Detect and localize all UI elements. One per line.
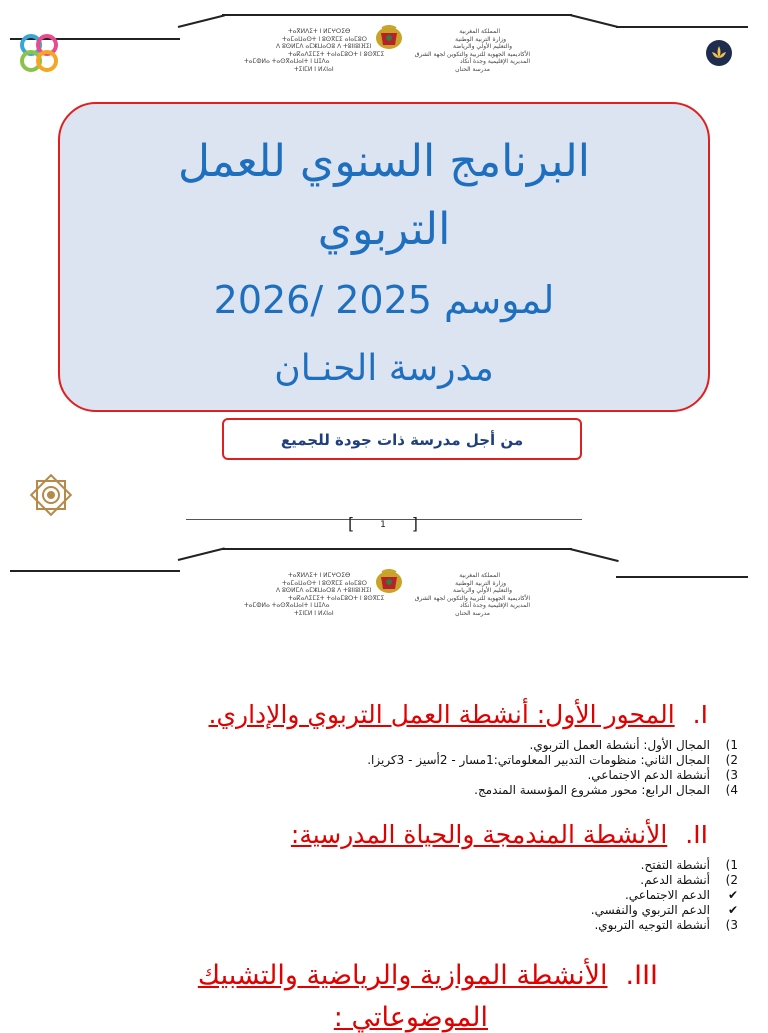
title-line-1: البرنامج السنوي للعمل [177,136,591,187]
item-text: أنشطة التوجيه التربوي. [594,918,710,932]
arabic-line: المملكة المغربية [459,572,500,579]
page1-header [0,0,768,95]
arabic-line: المديرية الإقليمية وجدة أنكاد [459,58,530,65]
section-1-heading [209,700,708,729]
header-rule-slant-right [570,548,619,562]
tifinagh-line: ⵜⵉⵏⵎⵍ ⵏ ⵍⵃⵏⴰⵏ [294,609,334,617]
item-number: 4) [725,783,738,797]
item-number: 3) [725,768,738,782]
section-title: الأنشطة المندمجة والحياة المدرسية: [290,820,668,849]
item-text: المجال الرابع: محور مشروع المؤسسة المندمج. [474,783,710,797]
arabic-line: والتعليم الأولي والرياضة [452,587,512,594]
section-title: المحور الأول: أنشطة العمل التربوي والإداري. [208,700,675,729]
list-item [591,873,738,888]
season-line: لموسم 2025 /2026 [213,278,555,322]
section-2-heading [291,820,708,849]
tifinagh-line: ⵜⴰⵎⵀⵍⴰ ⵜⴰⵙⴳⴰⵡⴰⵏⵜ ⵏ ⵡⵊⴷⴰ [244,58,330,65]
section-number: III. [625,960,658,991]
motto-box: من أجل مدرسة ذات جودة للجميع [222,418,582,460]
header-rule-slant-left [178,547,225,561]
arabic-line: الأكاديمية الجهوية للتربية والتكوين لجهة الشرق [414,50,530,58]
header-rule-right [616,576,748,578]
arabic-line: المملكة المغربية [459,28,500,35]
header-arabic [414,28,530,73]
section-1-list [367,738,738,798]
arabic-line: مدرسة الحنان [455,609,490,617]
header-rule-top [222,548,572,550]
tifinagh-line: ⴷ ⵓⵙⵍⵎⴷ ⴰⵎⵣⵡⴰⵔⵓ ⴷ ⵜⵓⵏⵏⵓⵏⴼⵉⵏ [276,43,372,50]
page-number: 1 [380,520,386,530]
arabic-line: وزارة التربية الوطنية [455,35,506,43]
item-text: أنشطة الدعم الاجتماعي. [587,768,710,782]
item-text: أنشطة التفتح. [640,858,710,872]
item-text: الدعم التربوي والنفسي. [590,903,710,917]
item-text: أنشطة الدعم. [640,873,710,887]
section-3-heading [198,960,658,991]
tifinagh-line: ⵜⴰⴳⵍⴷⵉⵜ ⵏ ⵍⵎⵖⵔⵉⴱ [288,572,351,579]
ornament-icon [28,472,74,518]
tifinagh-line: ⵜⴰⴽⴰⴷⵉⵎⵉⵜ ⵜⴰⵏⴰⵎⵓⵔⵜ ⵏ ⵓⵙⴳⵎⵉ [288,50,385,58]
tifinagh-line: ⵜⴰⵎⴰⵡⴰⵙⵜ ⵏ ⵓⵙⴳⵎⵉ ⴰⵏⴰⵎⵓⵔ [282,35,368,43]
tifinagh-line: ⵜⴰⵎⴰⵡⴰⵙⵜ ⵏ ⵓⵙⴳⵎⵉ ⴰⵏⴰⵎⵓⵔ [282,579,368,587]
program-title-box [58,102,710,412]
section-3-heading-cont [334,1002,488,1033]
section-number: II. [685,820,708,849]
section-2-list [591,858,738,933]
page2-header [0,548,768,643]
arabic-line: مدرسة الحنان [455,65,490,73]
arabic-line: المديرية الإقليمية وجدة أنكاد [459,602,530,609]
tifinagh-line: ⵜⵉⵏⵎⵍ ⵏ ⵍⵃⵏⴰⵏ [294,65,334,73]
header-arabic [414,572,530,617]
arabic-line: الأكاديمية الجهوية للتربية والتكوين لجهة الشرق [414,594,530,602]
page-number-box: [ 1 ] [348,514,418,533]
list-item [591,918,738,933]
item-number: 2) [725,873,738,887]
school-name: مدرسة الحنـان [274,348,494,389]
item-number: 3) [725,918,738,932]
header-rule-right [616,26,748,28]
list-item [591,888,738,903]
moroccan-emblem-icon [372,568,406,596]
item-number: 1) [725,738,738,752]
program-logo-icon [18,32,60,74]
item-text: المجال الثاني: منظومات التدبير المعلوماتي:1مسار - 2أسيز - 3كريزا. [367,753,710,767]
arabic-line: وزارة التربية الوطنية [455,579,506,587]
tifinagh-line: ⴷ ⵓⵙⵍⵎⴷ ⴰⵎⵣⵡⴰⵔⵓ ⴷ ⵜⵓⵏⵏⵓⵏⴼⵉⵏ [276,587,372,594]
list-item [367,768,738,783]
header-rule-slant-right [570,14,619,28]
item-number: 2) [725,753,738,767]
header-rule-top [222,14,572,16]
arabic-line: والتعليم الأولي والرياضة [452,43,512,50]
list-item [367,738,738,753]
list-item [591,903,738,918]
header-rule-left [10,570,180,572]
tifinagh-line: ⵜⴰⴳⵍⴷⵉⵜ ⵏ ⵍⵎⵖⵔⵉⴱ [288,28,351,35]
section-title-cont: الموضوعاتي : [333,1002,488,1033]
tifinagh-line: ⵜⴰⴽⴰⴷⵉⵎⵉⵜ ⵜⴰⵏⴰⵎⵓⵔⵜ ⵏ ⵓⵙⴳⵎⵉ [288,594,385,602]
item-text: الدعم الاجتماعي. [624,888,710,902]
header-rule-slant-left [178,14,225,28]
moroccan-emblem-icon [372,24,406,52]
list-item [367,783,738,798]
check-icon: ✔ [727,903,738,917]
check-icon: ✔ [727,888,738,902]
header-tifinagh [240,572,390,617]
title-line-2: التربوي [317,204,451,255]
item-number: 1) [725,858,738,872]
tifinagh-line: ⵜⴰⵎⵀⵍⴰ ⵜⴰⵙⴳⴰⵡⴰⵏⵜ ⵏ ⵡⵊⴷⴰ [244,602,330,609]
section-title: الأنشطة الموازية والرياضية والتشبيك [197,960,608,991]
list-item [367,753,738,768]
section-number: I. [692,700,708,729]
header-tifinagh [240,28,390,73]
lotus-logo-icon [706,40,732,66]
item-text: المجال الأول: أنشطة العمل التربوي. [529,738,710,752]
list-item [591,858,738,873]
